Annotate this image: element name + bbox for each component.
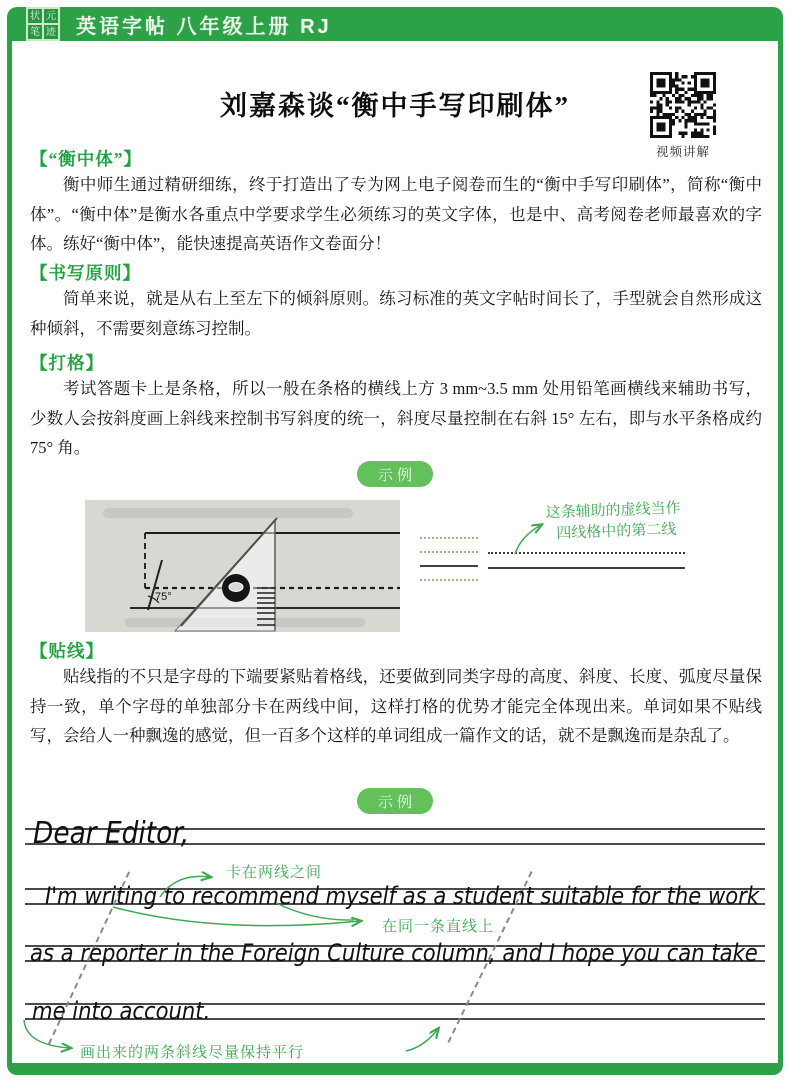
section-body-hengzhongti: 衡中师生通过精研细练，终于打造出了专为网上电子阅卷而生的“衡中手写印刷体”，简称“衡中体”。“衡中体”是衡水各重点中学要求学生必须练习的英文字体，也是中、高考阅卷老师最喜欢的字体。练好“衡中体”，能快速提高英语作文卷面分！ bbox=[30, 175, 762, 253]
annotation-parallel-slants: 画出来的两条斜线尽量保持平行 bbox=[80, 1043, 305, 1061]
annotation-same-line: 在同一条直线上 bbox=[382, 917, 495, 935]
logo-char: 状 bbox=[27, 8, 43, 24]
logo-char: 笔 bbox=[27, 24, 43, 40]
annotation-arrow-icon bbox=[18, 1017, 82, 1055]
four-line-grid-line1 bbox=[420, 537, 478, 539]
handwritten-line-2: I'm writing to recommend myself as a student suitable for the work bbox=[45, 882, 760, 910]
video-qr-block bbox=[648, 72, 718, 160]
brand-logo-icon bbox=[26, 7, 60, 41]
section-heading-grid: 【打格】 bbox=[30, 353, 104, 373]
annotation-arrow-icon bbox=[108, 901, 378, 933]
four-line-grid-line3 bbox=[420, 565, 478, 567]
section-heading-principle: 【书写原则】 bbox=[30, 263, 141, 283]
page-header bbox=[26, 8, 332, 40]
logo-char: 元 bbox=[43, 8, 59, 24]
handwriting-example-figure bbox=[0, 815, 790, 1073]
series-title: 英语字帖 八年级上册 RJ bbox=[76, 15, 332, 38]
annotation-between-lines: 卡在两线之间 bbox=[226, 863, 323, 881]
four-line-grid-line4 bbox=[420, 579, 478, 581]
annotation-arrow-icon bbox=[505, 516, 557, 558]
dotted-line-annotation: 这条辅助的虚线当作 四线格中的第二线 bbox=[545, 498, 681, 542]
four-line-grid-line2 bbox=[420, 551, 478, 553]
section-body-tiexian: 贴线指的不只是字母的下端要紧贴着格线，还要做到同类字母的高度、斜度、长度、弧度尽量保持一致，单个字母的单独部分卡在两线中间，这样打格的优势才能完全体现出来。单词如果不贴线写，会给人一种飘逸的感觉，但一百多个这样的单词组成一篇作文的话，就不是飘逸而是杂乱了。 bbox=[30, 667, 762, 745]
handwritten-line-1: Dear Editor, bbox=[33, 816, 190, 851]
section-body-grid: 考试答题卡上是条格，所以一般在条格的横线上方 3 mm~3.5 mm 处用铅笔画横线来辅助书写，少数人会按斜度画上斜线来控制书写斜度的统一，斜度尽量控制在右斜 15° 左右，即与水平条格成约 75° 角。 bbox=[30, 379, 762, 457]
qr-caption: 视频讲解 bbox=[655, 145, 710, 159]
protractor-photo bbox=[85, 500, 400, 632]
handwritten-line-3: as a reporter in the Foreign Culture column, and I hope you can take bbox=[30, 939, 758, 967]
annotation-arrow-icon bbox=[398, 1023, 446, 1055]
grid-example-figure bbox=[0, 498, 790, 638]
handwritten-line-4: me into account. bbox=[32, 997, 211, 1025]
section-heading-hengzhongti: 【“衡中体”】 bbox=[30, 149, 142, 169]
qr-code-icon bbox=[650, 72, 716, 138]
section-heading-tiexian: 【贴线】 bbox=[30, 641, 104, 661]
angle-label: 75° bbox=[155, 591, 172, 603]
annotation-arrow-icon bbox=[150, 863, 225, 903]
example-badge-1: 示例 bbox=[357, 461, 433, 487]
base-solid-line bbox=[488, 567, 685, 569]
example-badge-2: 示例 bbox=[357, 788, 433, 814]
logo-char: 迹 bbox=[43, 24, 59, 40]
section-body-principle: 简单来说，就是从右上至左下的倾斜原则。练习标准的英文字帖时间长了，手型就会自然形成这种倾斜，不需要刻意练习控制。 bbox=[30, 289, 762, 338]
article-title: 刘嘉森谈“衡中手写印刷体” bbox=[220, 91, 570, 121]
